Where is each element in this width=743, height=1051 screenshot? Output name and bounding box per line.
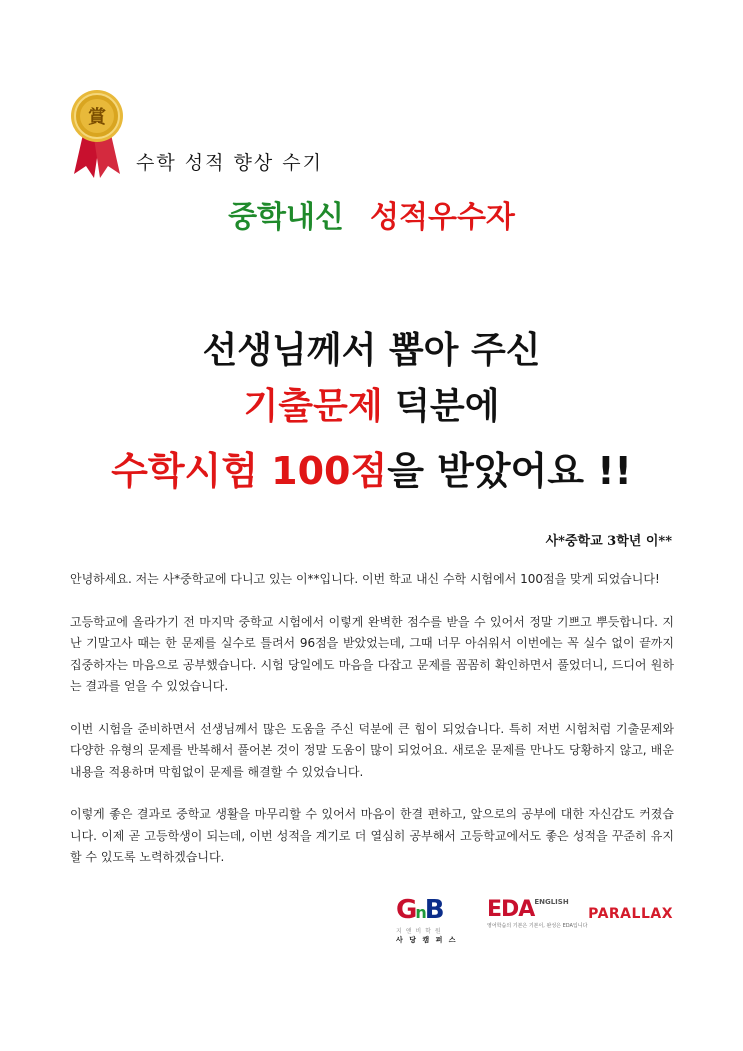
eda-caption: 영어학습의 기본은 기본이, 완성은 EDA입니다 <box>487 923 588 929</box>
gnb-logo-n: n <box>415 903 425 922</box>
gnb-logo-b: B <box>424 895 443 925</box>
headline-line-2 <box>0 378 743 429</box>
headline-line-3-red: 수학시험 100점 <box>111 449 388 493</box>
parallax-text: PARALLAX <box>588 906 673 922</box>
headline-line-2-black: 덕분에 <box>382 386 500 427</box>
headline-line-2-red: 기출문제 <box>243 386 383 427</box>
parallax-logo <box>585 901 673 927</box>
body-paragraph-3: 이번 시험을 준비하면서 선생님께서 많은 도움을 주신 덕분에 큰 힘이 되었습니다. 특히 저번 시험처럼 기출문제와 다양한 유형의 문제를 반복해서 풀어본 것이 정말 도움이 많이 되었어요. 새로운 문제를 만나도 당황하지 않고, 배운 내용을 적용하며 막힘없이 문제를 해결할 수 있었습니다. <box>70 721 674 779</box>
award-medal-icon <box>70 88 124 180</box>
gnb-logo <box>396 895 458 944</box>
author-line: 사*중학교 3학년 이** <box>545 534 672 549</box>
essay-subtitle: 수학 성적 향상 수기 <box>136 152 323 174</box>
eda-sub: ENGLISH <box>534 898 569 906</box>
gnb-caption: 사 당 캠 퍼 스 <box>396 936 458 944</box>
body-paragraph-1: 안녕하세요. 저는 사*중학교에 다니고 있는 이**입니다. 이번 학교 내신 수학 시험에서 100점을 맞게 되었습니다! <box>70 572 660 586</box>
essay-body <box>70 569 674 890</box>
eda-mark: EDA <box>487 897 535 922</box>
medal-glyph: 賞 <box>88 107 106 128</box>
category-red: 성적우수자 <box>370 200 515 235</box>
eda-english-logo <box>487 897 588 936</box>
headline-line-3 <box>0 440 743 495</box>
gnb-logo-g: G <box>396 895 416 925</box>
headline-line-1: 선생님께서 뽑아 주신 <box>202 330 541 371</box>
gnb-caption-top: 지 앤 비 학 원 <box>396 928 442 935</box>
category-title <box>0 192 743 236</box>
category-green: 중학내신 <box>228 200 344 235</box>
headline-line-3-black: 을 받았어요 !! <box>387 449 632 493</box>
body-paragraph-2: 고등학교에 올라가기 전 마지막 중학교 시험에서 이렇게 완벽한 점수를 받을 수 있어서 정말 기쁘고 뿌듯합니다. 지난 기말고사 때는 한 문제를 실수로 틀려서 96점을 받았었는데, 그때 너무 아쉬워서 이번에는 꼭 실수 없이 끝까지 집중하자는 마음으로 공부했습니다. 시험 당일에도 마음을 다잡고 문제를 꼼꼼히 확인하면서 풀었더니, 드디어 원하는 결과를 얻을 수 있었습니다. <box>70 614 674 693</box>
body-paragraph-4: 이렇게 좋은 결과로 중학교 생활을 마무리할 수 있어서 마음이 한결 편하고, 앞으로의 공부에 대한 자신감도 커졌습니다. 이제 곧 고등학생이 되는데, 이번 성적을 계기로 더 열심히 공부해서 고등학교에서도 좋은 성적을 꾸준히 유지할 수 있도록 노력하겠습니다. <box>70 807 674 864</box>
